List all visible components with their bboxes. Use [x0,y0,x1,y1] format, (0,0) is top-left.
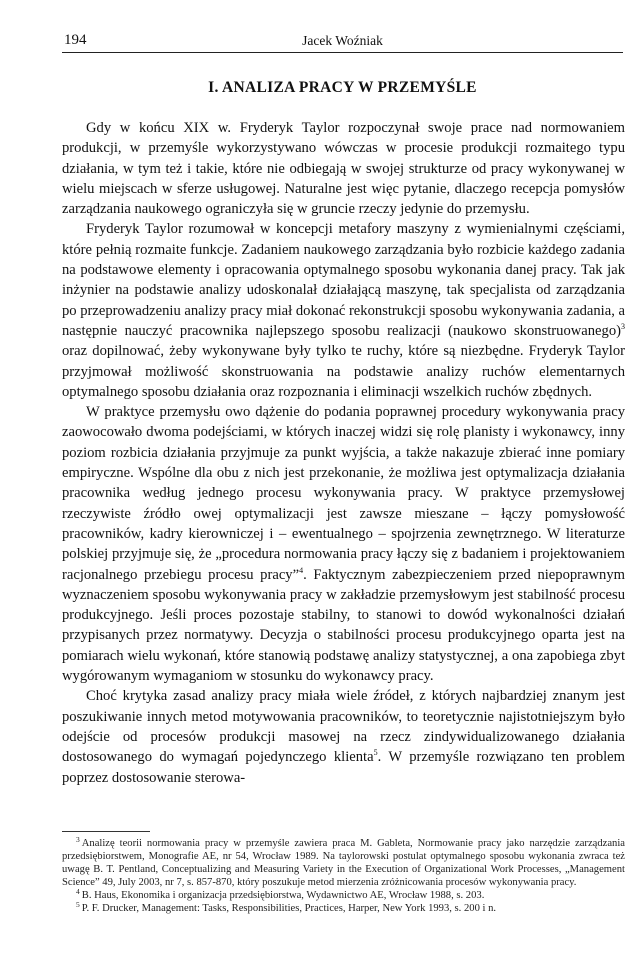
paragraph [62,402,625,686]
paragraph-text: Fryderyk Taylor rozumował w koncepcji metafory maszyny z wymienialnymi częściami, które pełnią rozmaite funkcje. Zadaniem naukowego zarządzania było rozbicie każdego zadania na podstawowe elementy i opracowania optymalnego sposobu wykonania danej pracy. Tak jak inżynier na podstawie analizy udoskonalał działającą maszynę, tak specjalista od zarządzania po przeprowadzeniu analizy pracy miał dokonać rekonstrukcji sposobu wykonywania zadania, a następnie nauczyć pracownika najlepszego sposobu realizacji (naukowo skonstruowanego) [62,221,625,339]
footnote-reference: 3 [621,321,625,331]
paragraph: Gdy w końcu XIX w. Fryderyk Taylor rozpoczynał swoje prace nad normowaniem produkcji, w przemyśle wykorzystywano wówczas w procesie produkcji rozmaitego typu działania, w tym też i takie, które nie odbiegają w swojej strukturze od pracy wykonywanej w wielu miejscach w sferze usługowej. Naturalne jest więc pytanie, dlaczego recepcja pomysłów zarządzania naukowego ograniczyła się w gruncie rzeczy jedynie do przemysłu. [62,120,625,218]
paragraph-text: Choć krytyka zasad analizy pracy miała wiele źródeł, z których najbardziej znanym jest poszukiwanie innych metod motywowania pracowników, to teoretycznie najistotniejszym było odejście od procesów produkcji masowej na rzecz zindywidualizowanego działania dostosowanego do wymagań pojedynczego klienta [62,688,625,766]
footnote [62,902,625,915]
footnote [62,837,625,889]
paragraph [62,686,625,787]
paragraph-text: oraz dopilnować, żeby wykonywane były tylko te ruchy, które są niezbędne. Fryderyk Taylor przyjmował możliwość skonstruowania na podstawie analizy ruchów elementarnych optymalnego sposobu działania oraz rozpoznania i eliminacji wszelkich ruchów zbędnych. [62,343,625,400]
paragraph [62,219,625,402]
footnotes [62,837,625,916]
footnote-reference: 5 [373,748,378,758]
paragraph-text: . Faktycznym zabezpieczeniem przed niepoprawnym wyznaczeniem sposobu wykonywania pracy w zakładzie przemysłowym jest stabilność procesu produkcyjnego. Jeśli proces pozostaje stabilny, to stanowi to dowód wykonalności działań przypisanych przez normatywy. Decyzja o stabilności procesu produkcyjnego oparta jest na pomiarach wielu wykonań, które stanowią podstawę analizy statystycznej, a ona zapobiega zbyt wygórowanym wymaganiom w stosunku do wykonawcy pracy. [62,566,625,685]
footnote-mark: 3 [76,835,80,844]
running-header [62,32,623,53]
footnote-text: P. F. Drucker, Management: Tasks, Responsibilities, Practices, Harper, New York 1993, s. 200 i n. [81,903,497,915]
body-text [62,118,625,788]
page-number: 194 [64,32,87,48]
footnote-divider [62,831,150,832]
running-header-author: Jacek Woźniak [302,33,383,48]
footnote-reference: 4 [299,565,304,575]
footnote [62,889,625,902]
footnote-mark: 4 [76,887,80,897]
footnote-text: B. Haus, Ekonomika i organizacja przedsiębiorstwa, Wydawnictwo AE, Wrocław 1988, s. 203. [81,890,485,902]
footnote-mark: 5 [76,900,80,910]
paragraph-text: . W przemyśle rozwiązano ten problem poprzez dostosowanie sterowa- [62,749,625,786]
footnote-text: Analizę teorii normowania pracy w przemyśle zawiera praca M. Gableta, Normowanie pracy jako narzędzie zarządzania przedsiębiorstwem, Monografie AE, nr 54, Wrocław 1989. Na taylorowski postulat optymalnego sposobu wykonania zwraca też uwagę B. T. Pentland, Conceptualizing and Measuring Variety in the Execution of Organizational Work Processes, „Management Science” 49, July 2003, nr 7, s. 857-870, który poszukuje metod mierzenia zróżnicowania procesów wykonywania pracy. [62,838,625,889]
paragraph-text: W praktyce przemysłu owo dążenie do podania poprawnej procedury wykonywania pracy zaowocowało dwoma podejściami, w których inaczej widzi się rolę planisty i wykonawcy, inny poziom rozbicia działania przyjmuje za punkt wyjścia, a także nakazuje zbierać inne pomiary empiryczne. Wspólne dla obu z nich jest przekonanie, że możliwa jest optymalizacja działania pracownika według jednego procesu wykonywania pracy. W praktyce przemysłowej rzeczywiste źródło owej optymalizacji jest zawsze mieszane – łączy pomysłowość pracowników, kadry kierowniczej i – ewentualnego – spojrzenia zewnętrznego. W literaturze polskiej przyjmuje się, że „procedura normowania pracy łączy się z badaniem i projektowaniem racjonalnego przebiegu procesu pracy” [62,404,625,583]
chapter-title: I. ANALIZA PRACY W PRZEMYŚLE [208,79,477,96]
